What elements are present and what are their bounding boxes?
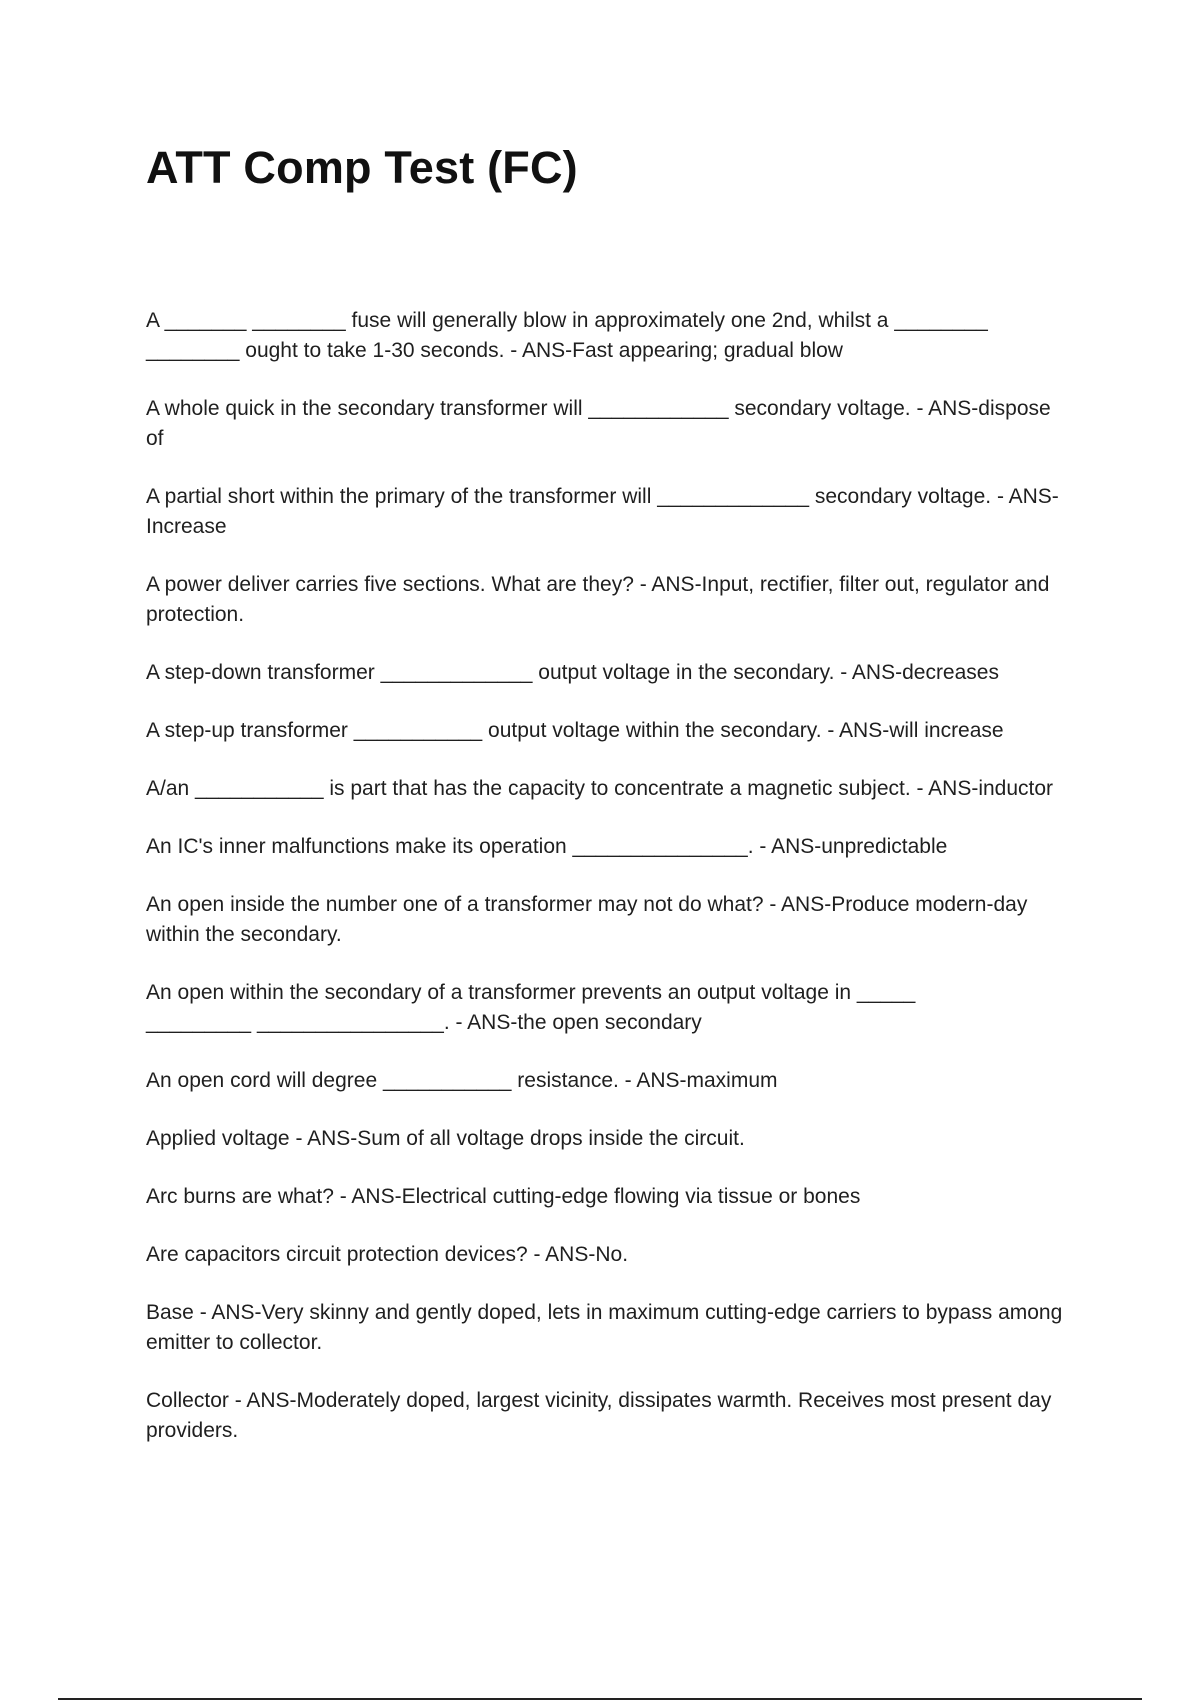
list-item: A _______ ________ fuse will generally blow in approximately one 2nd, whilst a ________ ________ ought to take 1-30 seconds. - ANS-Fast appearing; gradual blow <box>146 309 988 362</box>
question-answer-list <box>146 306 1066 1446</box>
list-item: An open inside the number one of a transformer may not do what? - ANS-Produce modern-day within the secondary. <box>146 893 1028 946</box>
list-item: An IC's inner malfunctions make its operation _______________. - ANS-unpredictable <box>146 835 948 858</box>
list-item: A/an ___________ is part that has the capacity to concentrate a magnetic subject. - ANS-inductor <box>146 777 1054 800</box>
list-item: Arc burns are what? - ANS-Electrical cutting-edge flowing via tissue or bones <box>146 1185 861 1208</box>
list-item: Collector - ANS-Moderately doped, largest vicinity, dissipates warmth. Receives most present day providers. <box>146 1389 1052 1442</box>
page-title: ATT Comp Test (FC) <box>146 142 578 193</box>
list-item: A power deliver carries five sections. What are they? - ANS-Input, rectifier, filter out, regulator and protection. <box>146 573 1050 626</box>
list-item: Are capacitors circuit protection devices? - ANS-No. <box>146 1243 629 1266</box>
list-item: A whole quick in the secondary transformer will ____________ secondary voltage. - ANS-dispose of <box>146 397 1051 450</box>
list-item: An open cord will degree ___________ resistance. - ANS-maximum <box>146 1069 778 1092</box>
list-item: Base - ANS-Very skinny and gently doped, lets in maximum cutting-edge carriers to bypass among emitter to collector. <box>146 1301 1063 1354</box>
list-item: A step-up transformer ___________ output voltage within the secondary. - ANS-will increase <box>146 719 1004 742</box>
list-item: A partial short within the primary of the transformer will _____________ secondary voltage. - ANS-Increase <box>146 485 1059 538</box>
list-item: An open within the secondary of a transformer prevents an output voltage in _____ _________ ________________. - ANS-the open secondary <box>146 981 916 1034</box>
list-item: Applied voltage - ANS-Sum of all voltage drops inside the circuit. <box>146 1127 745 1150</box>
list-item: A step-down transformer _____________ output voltage in the secondary. - ANS-decreases <box>146 661 999 684</box>
